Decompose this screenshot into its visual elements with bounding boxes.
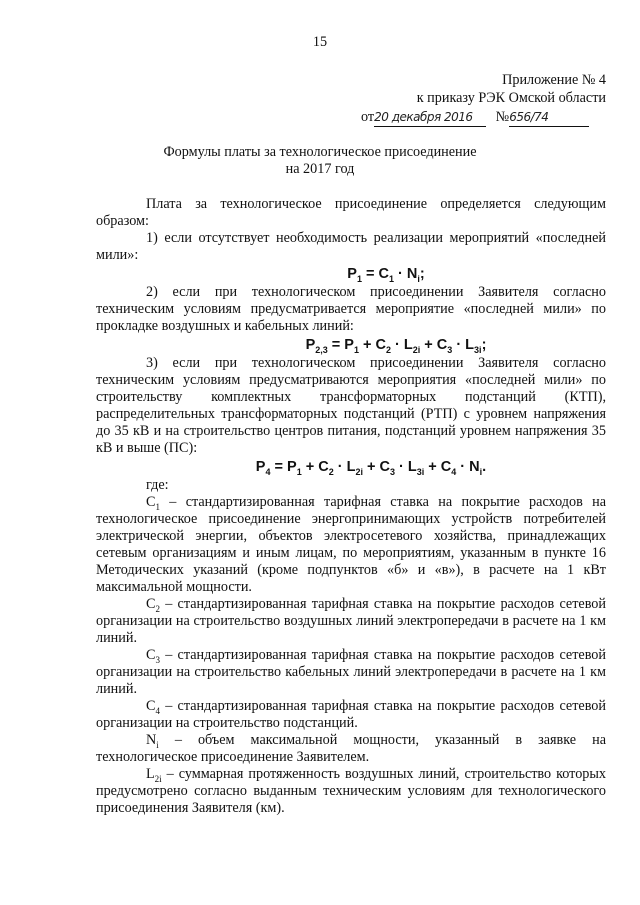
definition-c4: $C_4$ – стандартизированная тарифная ставка на покрытие расходов сетевой организации на строительство подстанций. — [96, 698, 606, 731]
formula-p23: $P_{2,3} = P_1 + C_2 \cdot L_{2i} + C_3 \cdot L_{3i}$; — [305, 337, 487, 355]
case-1-paragraph: 1) если отсутствует необходимость реализации мероприятий «последней мили»: — [96, 230, 606, 263]
appendix-number: Приложение № 4 — [502, 72, 606, 88]
definition-c3: $C_3$ – стандартизированная тарифная ставка на покрытие расходов сетевой организации на строительство кабельных линий электропередачи в расчете на 1 км линий. — [96, 647, 606, 697]
handwritten-number: 656/74 — [509, 110, 549, 124]
case-3-paragraph: 3) если при технологическом присоединении Заявителя согласно техническим условиям предусматриваются мероприятия «последней мили» по строительству комплектных трансформаторных подстанций (КТП), распределительных трансформаторных подстанций (РТП) с уровнем напряжения до 35 кВ и на строительство центров питания, подстанций уровнем напряжения 35 кВ и выше (ПС): — [96, 355, 606, 456]
document-title — [0, 144, 640, 178]
title-line-1: Формулы платы за технологическое присоединение — [163, 144, 477, 160]
definition-c2: $C_2$ – стандартизированная тарифная ставка на покрытие расходов сетевой организации на строительство воздушных линий электропередачи в расчете на 1 км линий. — [96, 596, 606, 646]
from-label: от — [361, 109, 375, 125]
intro-paragraph: Плата за технологическое присоединение определяется следующим образом: — [96, 196, 606, 229]
definition-c1: $C_1$ – стандартизированная тарифная ставка на покрытие расходов на технологическое присоединение энергопринимающих устройств потребителей электрической энергии, объектов электросетевого хозяйства, принадлежащих сетевым организациям и иным лицам, по мероприятиям, указанным в пункте 16 Методических указаний (кроме подпунктов «б» и «в»), в расчете на 1 кВт максимальной мощности. — [96, 494, 607, 595]
definition-c1-text: – стандартизированная тарифная ставка на покрытие расходов на технологическое присоединение энергопринимающих устройств потребителей электрической энергии, объектов электросетевого хозяйства, принадлежащих сетевым организациям и иным лицам, по мероприятиям, указанным в пункте 16 Методических указаний (кроме подпунктов «б» и «в»), в расчете на 1 кВт максимальной мощности. — [96, 494, 607, 595]
definition-c2-text: – стандартизированная тарифная ставка на покрытие расходов сетевой организации на строительство воздушных линий электропередачи в расчете на 1 км линий. — [96, 596, 606, 646]
formula-p4: $P_4 = P_1 + C_2 \cdot L_{2i} + C_3 \cdot L_{3i} + C_4 \cdot N_i$. — [255, 459, 487, 477]
definition-l2i: $L_{2i}$ – суммарная протяженность воздушных линий, строительство которых предусмотрено согласно выданным техническим условиям для технологического присоединения Заявителя (км). — [96, 766, 607, 816]
formula-p1: $P_1 = C_1 \cdot N_i$; — [347, 266, 425, 284]
page-number: 15 — [312, 34, 328, 50]
definition-l2i-text: – суммарная протяженность воздушных линий, строительство которых предусмотрено согласно выданным техническим условиям для технологического присоединения Заявителя (км). — [96, 766, 607, 816]
definition-c3-text: – стандартизированная тарифная ставка на покрытие расходов сетевой организации на строительство кабельных линий электропередачи в расчете на 1 км линий. — [96, 647, 606, 697]
definition-ni: $N_i$ – объем максимальной мощности, указанный в заявке на технологическое присоединение Заявителем. — [96, 732, 607, 765]
where-label: где: — [146, 477, 169, 493]
order-date-number — [361, 109, 607, 127]
definition-ni-text: – объем максимальной мощности, указанный в заявке на технологическое присоединение Заявителем. — [96, 732, 607, 765]
appendix-order-ref: к приказу РЭК Омской области — [416, 90, 606, 106]
title-line-2: на 2017 год — [285, 161, 355, 177]
appendix-header — [366, 72, 606, 108]
number-label: № — [495, 109, 510, 125]
document-body — [96, 196, 606, 817]
handwritten-date: 20 декабря 2016 — [374, 110, 473, 124]
case-2-paragraph: 2) если при технологическом присоединении Заявителя согласно техническим условиям предусматривается мероприятие «последней мили» по прокладке воздушных и кабельных линий: — [96, 284, 606, 334]
definition-c4-text: – стандартизированная тарифная ставка на покрытие расходов сетевой организации на строительство подстанций. — [96, 698, 606, 731]
